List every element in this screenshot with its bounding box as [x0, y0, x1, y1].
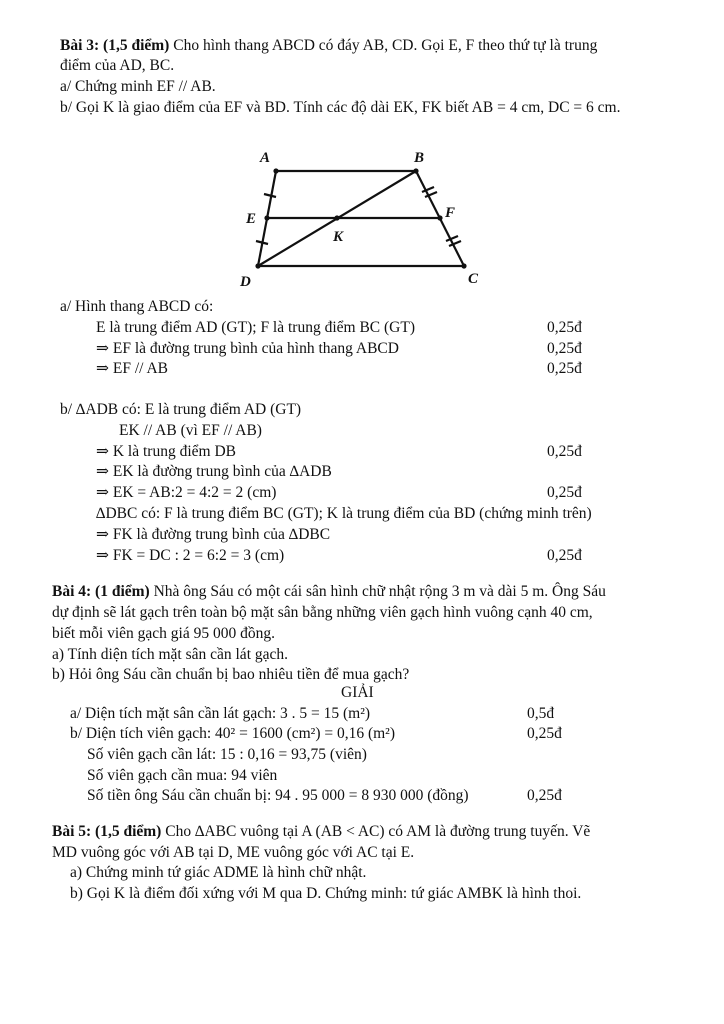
bai4-sol2: b/ Diện tích viên gạch: 40² = 1600 (cm²) = 0,16 (m²) [70, 725, 395, 742]
bai4-question-a: a) Tính diện tích mặt sân cần lát gạch. [52, 646, 289, 663]
label-e: E [246, 211, 257, 227]
bai3-title: Bài 3: (1,5 điểm) [60, 37, 170, 54]
bai3-line1: Bài 3: (1,5 điểm) Cho hình thang ABCD có đáy AB, CD. Gọi E, F theo thứ tự là trung [60, 37, 598, 54]
point-d [255, 263, 260, 268]
label-b: B [414, 150, 425, 166]
sol-b-points4: 0,25đ [547, 484, 582, 501]
point-b [413, 168, 418, 173]
sol-a-head: a/ Hình thang ABCD có: [60, 298, 214, 315]
label-a: A [260, 150, 271, 166]
sol-b-head: b/ ∆ADB có: E là trung điểm AD (GT) [60, 401, 302, 418]
bai5-question-a: a) Chứng minh tứ giác ADME là hình chữ nhật. [70, 864, 367, 881]
label-d: D [240, 274, 251, 290]
label-f: F [445, 205, 456, 221]
sol-b-line3: ⇒ EK là đường trung bình của ∆ADB [96, 463, 332, 480]
sol-a-line3: ⇒ EF // AB [96, 360, 168, 377]
sol-a-points1: 0,25đ [547, 319, 582, 336]
bai4-line2: dự định sẽ lát gạch trên toàn bộ mặt sân bằng những viên gạch hình vuông cạnh 40 cm, [52, 604, 593, 621]
bai5-title: Bài 5: (1,5 điểm) [52, 823, 162, 840]
tick-ed [256, 241, 268, 244]
sol-b-points2: 0,25đ [547, 443, 582, 460]
bai4-sol5: Số tiền ông Sáu cần chuẩn bị: 94 . 95 000 = 8 930 000 (đồng) [87, 787, 469, 804]
sol-a-points2: 0,25đ [547, 340, 582, 357]
bai5-line1: Bài 5: (1,5 điểm) Cho ∆ABC vuông tại A (AB < AC) có AM là đường trung tuyến. Vẽ [52, 823, 591, 840]
bai3-question-b: b/ Gọi K là giao điểm của EF và BD. Tính các độ dài EK, FK biết AB = 4 cm, DC = 6 cm. [60, 99, 621, 116]
bai3-line2: điểm của AD, BC. [60, 57, 175, 74]
point-f [437, 215, 442, 220]
point-k [334, 215, 339, 220]
bai5-line2: MD vuông góc với AB tại D, ME vuông góc với AC tại E. [52, 844, 415, 861]
bai4-points2: 0,25đ [527, 725, 562, 742]
trapezoid-figure [236, 146, 496, 296]
sol-a-line2: ⇒ EF là đường trung bình của hình thang ABCD [96, 340, 399, 357]
sol-b-line6: ⇒ FK là đường trung bình của ∆DBC [96, 526, 331, 543]
bai4-points1: 0,5đ [527, 705, 555, 722]
point-a [273, 168, 278, 173]
bai4-sol4: Số viên gạch cần mua: 94 viên [87, 767, 278, 784]
bai4-line1: Bài 4: (1 điểm) Nhà ông Sáu có một cái sân hình chữ nhật rộng 3 m và dài 5 m. Ông Sáu [52, 583, 606, 600]
bai4-giai: GIẢI [341, 684, 374, 701]
tick-ae [264, 194, 276, 197]
sol-a-line1: E là trung điểm AD (GT); F là trung điểm BC (GT) [96, 319, 415, 336]
bai3-question-a: a/ Chứng minh EF // AB. [60, 78, 216, 95]
sol-b-line2: ⇒ K là trung điểm DB [96, 443, 236, 460]
bai5-question-b: b) Gọi K là điểm đối xứng với M qua D. Chứng minh: tứ giác AMBK là hình thoi. [70, 885, 582, 902]
label-c: C [468, 271, 479, 287]
sol-b-points7: 0,25đ [547, 547, 582, 564]
sol-b-line5: ∆DBC có: F là trung điểm BC (GT); K là trung điểm của BD (chứng minh trên) [96, 505, 592, 522]
bai4-sol1: a/ Diện tích mặt sân cần lát gạch: 3 . 5 = 15 (m²) [70, 705, 371, 722]
bai4-sol3: Số viên gạch cần lát: 15 : 0,16 = 93,75 (viên) [87, 746, 367, 763]
bai4-question-b: b) Hỏi ông Sáu cần chuẩn bị bao nhiêu tiền để mua gạch? [52, 666, 410, 683]
bai4-title: Bài 4: (1 điểm) [52, 583, 150, 600]
point-c [461, 263, 466, 268]
sol-a-points3: 0,25đ [547, 360, 582, 377]
sol-b-line4: ⇒ EK = AB:2 = 4:2 = 2 (cm) [96, 484, 277, 501]
point-e [264, 215, 269, 220]
sol-b-line7: ⇒ FK = DC : 2 = 6:2 = 3 (cm) [96, 547, 285, 564]
bai4-line3: biết mỗi viên gạch giá 95 000 đồng. [52, 625, 275, 642]
bai4-points5: 0,25đ [527, 787, 562, 804]
sol-b-line1: EK // AB (vì EF // AB) [119, 422, 262, 439]
label-k: K [333, 229, 344, 245]
